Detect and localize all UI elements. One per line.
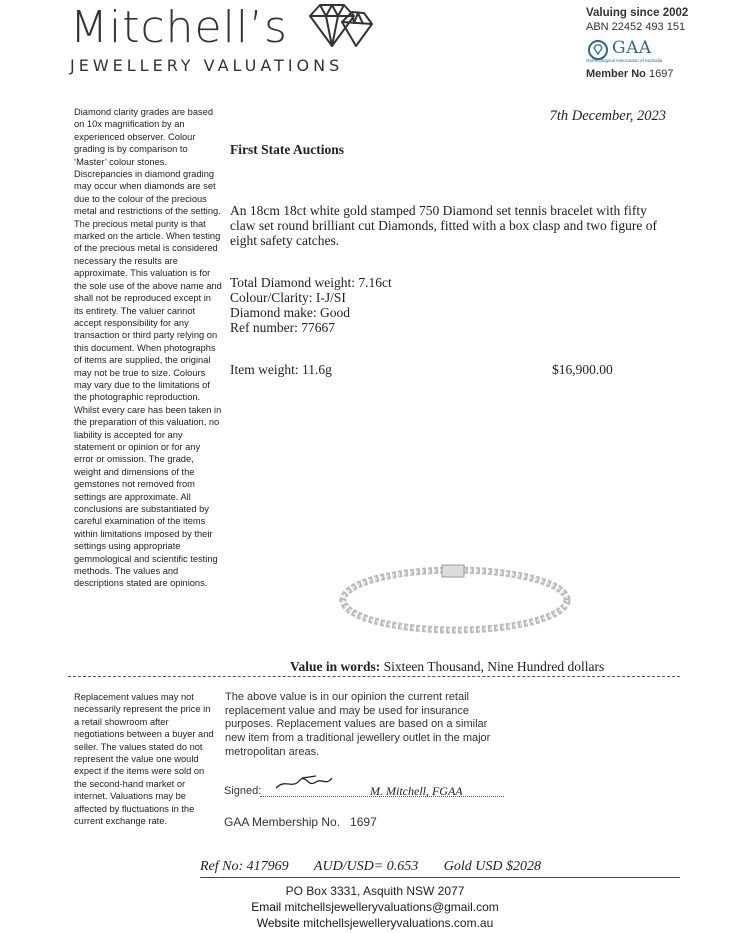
- gold-price: Gold USD $2028: [443, 859, 541, 874]
- replacement-statement: The above value is in our opinion the current retail replacement value and may be used for insurance purposes. Replacement values are based on a similar new item from a traditional jewellery outlet in the major metropolitan areas.: [225, 691, 491, 758]
- abn-number: ABN 22452 493 151: [586, 21, 686, 33]
- dashed-divider: [68, 676, 680, 677]
- signed-label: Signed:: [224, 785, 262, 797]
- value-in-words-text: Sixteen Thousand, Nine Hundred dollars: [383, 659, 605, 674]
- footer-contact: [0, 883, 750, 931]
- member-label: Member No: [586, 68, 646, 80]
- brand-subtitle: JEWELLERY VALUATIONS: [70, 56, 344, 75]
- diamond-logo-icon: [306, 2, 376, 50]
- valuing-since: Valuing since 2002: [586, 7, 689, 19]
- signature-mark: [272, 770, 352, 794]
- footer-website[interactable]: mitchellsjewelleryvaluations.com.au: [303, 916, 494, 930]
- footer-website-row: [0, 915, 750, 931]
- value-in-words-label: Value in words:: [290, 659, 381, 674]
- footer-email-label: Email: [251, 900, 282, 914]
- brand-name: Mitchell’s: [70, 2, 288, 53]
- disclaimer-text: Diamond clarity grades are based on 10x magnification by an experienced observer. Colour grading is by comparison to ‘Master’ colour stones. Discrepancies in diamond grading may occur when diamonds are set due to the colour of the precious metal and restrictions of the setting. The precious metal purity is that marked on the article. When testing of the precious metal is considered necessary the results are approximate. This valuation is for the sole use of the above name and shall not be reproduced except in its entirety. The valuer cannot accept responsibility for any transaction or third party relying on this document. When photographs of items are supplied, the original may not be true to size. Colours may vary due to the limitations of the photographic reproduction. Whilst every care has been taken in the preparation of this valuation, no liability is accepted for any statement or opinion or for any error or omission. The grade, weight and dimensions of the gemstones not removed from settings are approximate. All conclusions are substantiated by careful examination of the items within limitations imposed by their settings using appropriate gemmological and scientific testing methods. The values and descriptions stated are opinions.: [74, 107, 222, 589]
- footer-address: PO Box 3331, Asquith NSW 2077: [285, 884, 465, 898]
- footer-website-label: Website: [256, 916, 300, 930]
- header-info: [586, 6, 688, 34]
- spec-diamond-make: Diamond make: Good: [230, 305, 350, 320]
- gaa-membership: [224, 815, 377, 829]
- ref-no: Ref No: 417969: [200, 859, 289, 874]
- signer-name: M. Mitchell, FGAA: [370, 784, 463, 798]
- item-price: $16,900.00: [552, 362, 613, 377]
- footer-email[interactable]: mitchellsjewelleryvaluations@gmail.com: [284, 900, 499, 914]
- spec-colour-clarity: Colour/Clarity: I-J/SI: [230, 290, 346, 305]
- item-description: An 18cm 18ct white gold stamped 750 Diamond set tennis bracelet with fifty claw set round brilliant cut Diamonds, fitted with a box clasp and two figure of eight safety catches.: [230, 203, 658, 248]
- item-weight: Item weight: 11.6g: [230, 362, 332, 377]
- footer-email-row: [0, 899, 750, 915]
- client-name: First State Auctions: [230, 142, 344, 157]
- membership-no: 1697: [350, 815, 377, 829]
- replacement-note: Replacement values may not necessarily represent the price in a retail showroom after negotiations between a buyer and seller. The values stated do not represent the value one would expect if the items were sold on the second-hand market or internet. Valuations may be affected by fluctuations in the current exchange rate.: [74, 692, 214, 827]
- gaa-tagline: Gemmological Association of Australia: [586, 58, 663, 63]
- exchange-rate: AUD/USD= 0.653: [313, 859, 419, 874]
- item-specs: [230, 275, 392, 335]
- valuation-date: 7th December, 2023: [549, 108, 666, 124]
- member-no: 1697: [648, 68, 674, 80]
- spec-diamond-weight: Total Diamond weight: 7.16ct: [230, 275, 392, 290]
- bracelet-photo: [330, 555, 580, 645]
- gaa-label: GAA: [612, 38, 652, 58]
- value-in-words: [290, 659, 604, 675]
- member-number: [586, 68, 673, 80]
- membership-label: GAA Membership No.: [224, 815, 341, 829]
- footer-rule: [200, 877, 680, 878]
- spec-ref-number: Ref number: 77667: [230, 320, 335, 335]
- reference-line: [200, 859, 600, 875]
